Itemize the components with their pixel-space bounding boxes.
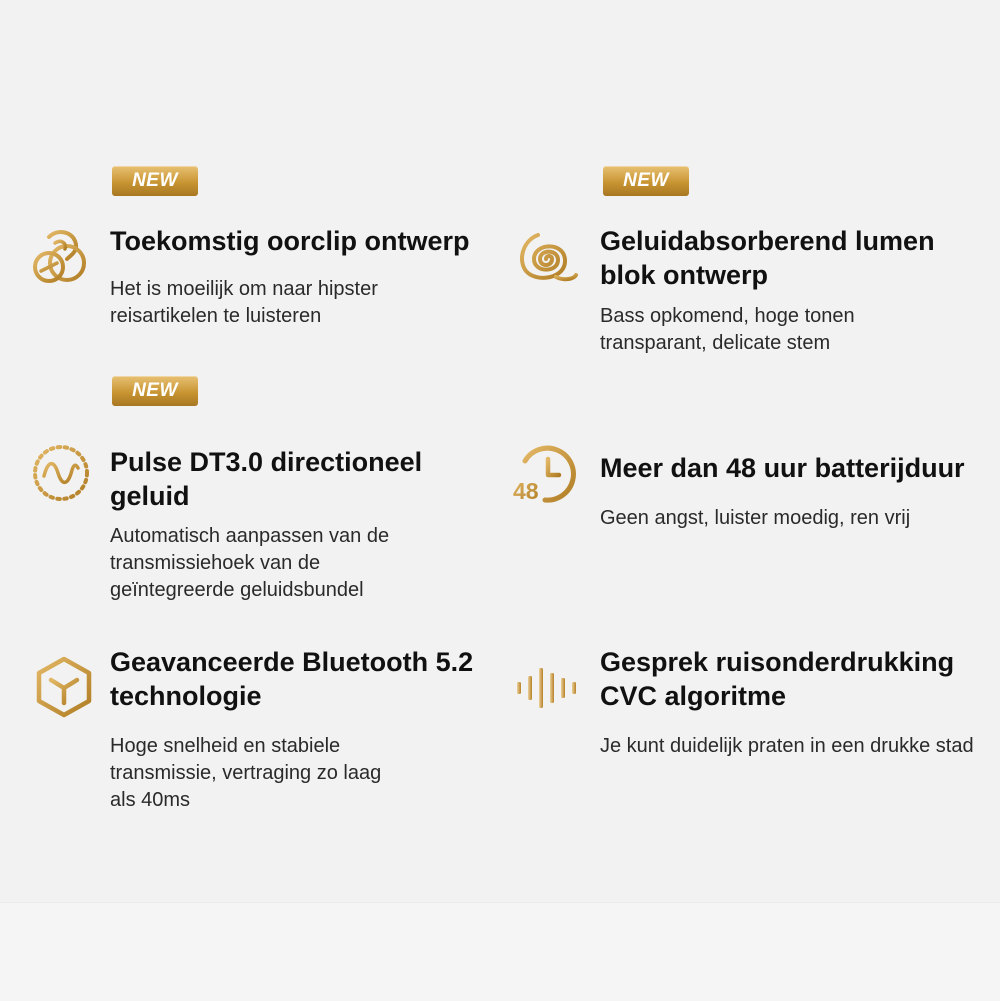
feature-title: Geluidabsorberend lumen blok ontwerp <box>600 226 935 290</box>
feature-title: Toekomstig oorclip ontwerp <box>110 226 470 256</box>
feature-description: Je kunt duidelijk praten in een drukke stad <box>600 735 974 757</box>
feature-title: Meer dan 48 uur batterijduur <box>600 453 965 483</box>
spiral-icon <box>512 225 578 291</box>
feature-title: Pulse DT3.0 directioneel geluid <box>110 447 423 511</box>
feature-description: Bass opkomend, hoge tonen transparant, delicate stem <box>600 305 855 354</box>
feature-description: Automatisch aanpassen van de transmissiehoek van de geïntegreerde geluidsbundel <box>110 525 390 601</box>
feature-description: Geen angst, luister moedig, ren vrij <box>600 507 911 529</box>
battery-clock-icon <box>511 441 577 507</box>
new-badge: NEW <box>603 166 689 196</box>
feature-title: Gesprek ruisonderdrukking CVC algoritme <box>600 647 955 711</box>
equalizer-bars-icon <box>514 656 580 722</box>
bottom-band <box>0 902 1000 1001</box>
feature-description: Hoge snelheid en stabiele transmissie, vertraging zo laag als 40ms <box>110 735 382 811</box>
new-badge: NEW <box>112 166 198 196</box>
battery-hours-label: 48 <box>513 478 539 504</box>
new-badge: NEW <box>112 376 198 406</box>
bluetooth-cube-icon <box>31 654 97 720</box>
feature-description: Het is moeilijk om naar hipster reisartikelen te luisteren <box>110 278 378 327</box>
ear-clip-icon <box>27 223 93 289</box>
sound-wave-circle-icon <box>28 440 94 506</box>
feature-title: Geavanceerde Bluetooth 5.2 technologie <box>110 647 474 711</box>
